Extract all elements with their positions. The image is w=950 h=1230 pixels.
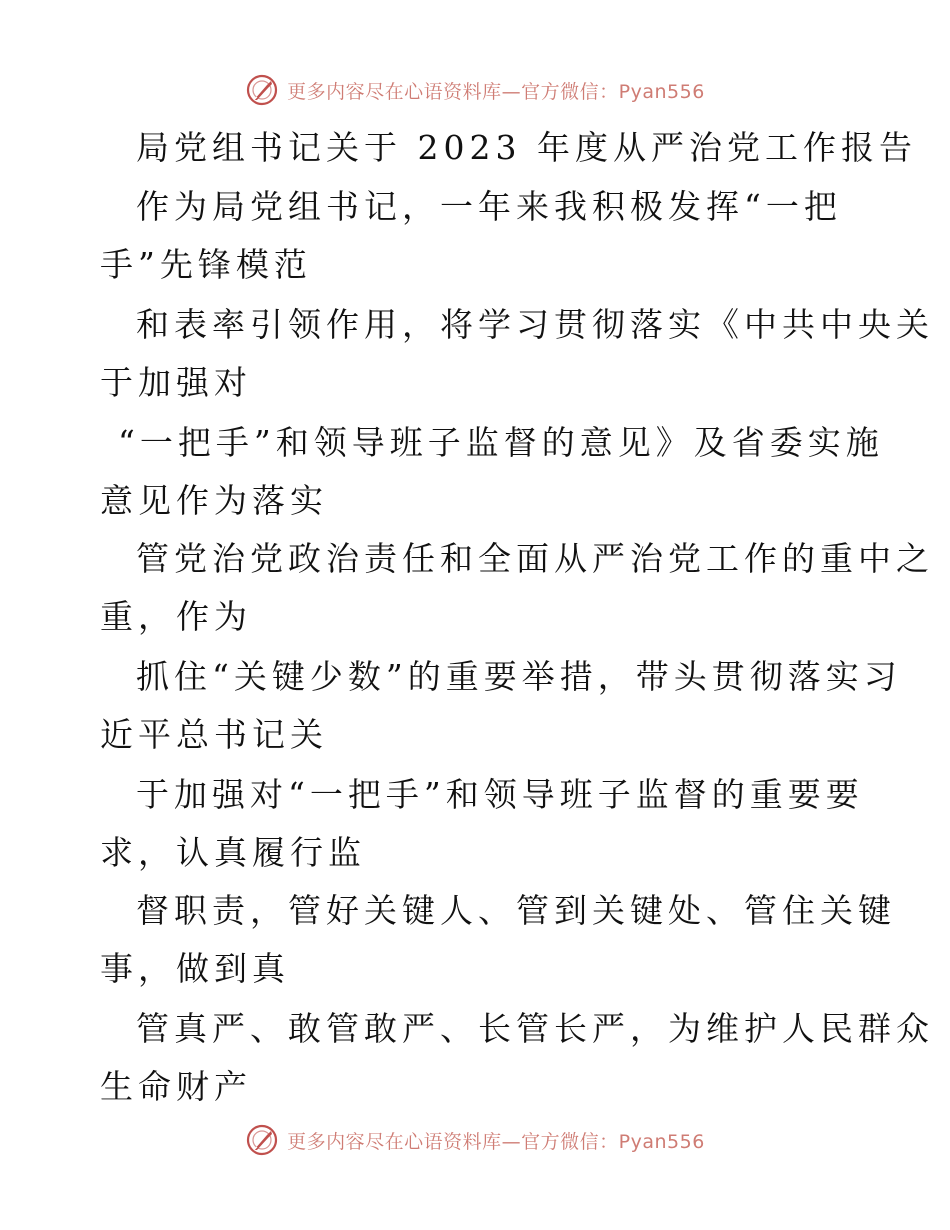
paragraph-line: 近平总书记关 (100, 715, 328, 754)
paragraph-line: 求，认真履行监 (100, 833, 366, 872)
paragraph-line: 手”先锋模范 (100, 245, 312, 284)
paragraph-line: 管党治党政治责任和全面从严治党工作的重中之 (136, 539, 934, 578)
watermark-text: 更多内容尽在心语资料库—官方微信：Pyan556 (287, 80, 705, 103)
paragraph-line: 于加强对“一把手”和领导班子监督的重要要 (136, 775, 864, 814)
pen-logo-icon (245, 1123, 279, 1157)
paragraph-line: 意见作为落实 (100, 481, 328, 520)
paragraph-line: 抓住“关键少数”的重要举措，带头贯彻落实习 (136, 657, 902, 696)
footer-watermark (0, 1120, 950, 1160)
paragraph-line: 重，作为 (100, 597, 252, 636)
paragraph-line: “一把手”和领导班子监督的意见》及省委实施 (118, 423, 884, 462)
paragraph-line: 生命财产 (100, 1067, 252, 1106)
document-title: 局党组书记关于 2023 年度从严治党工作报告 (136, 128, 917, 167)
paragraph-line: 事，做到真 (100, 949, 290, 988)
paragraph-line: 和表率引领作用，将学习贯彻落实《中共中央关 (136, 305, 934, 344)
paragraph-line: 作为局党组书记，一年来我积极发挥“一把 (136, 187, 842, 226)
watermark-text: 更多内容尽在心语资料库—官方微信：Pyan556 (287, 1130, 705, 1153)
paragraph-line: 于加强对 (100, 363, 252, 402)
paragraph-line: 督职责，管好关键人、管到关键处、管住关键 (136, 891, 896, 930)
paragraph-line: 管真严、敢管敢严、长管长严，为维护人民群众 (136, 1009, 934, 1048)
